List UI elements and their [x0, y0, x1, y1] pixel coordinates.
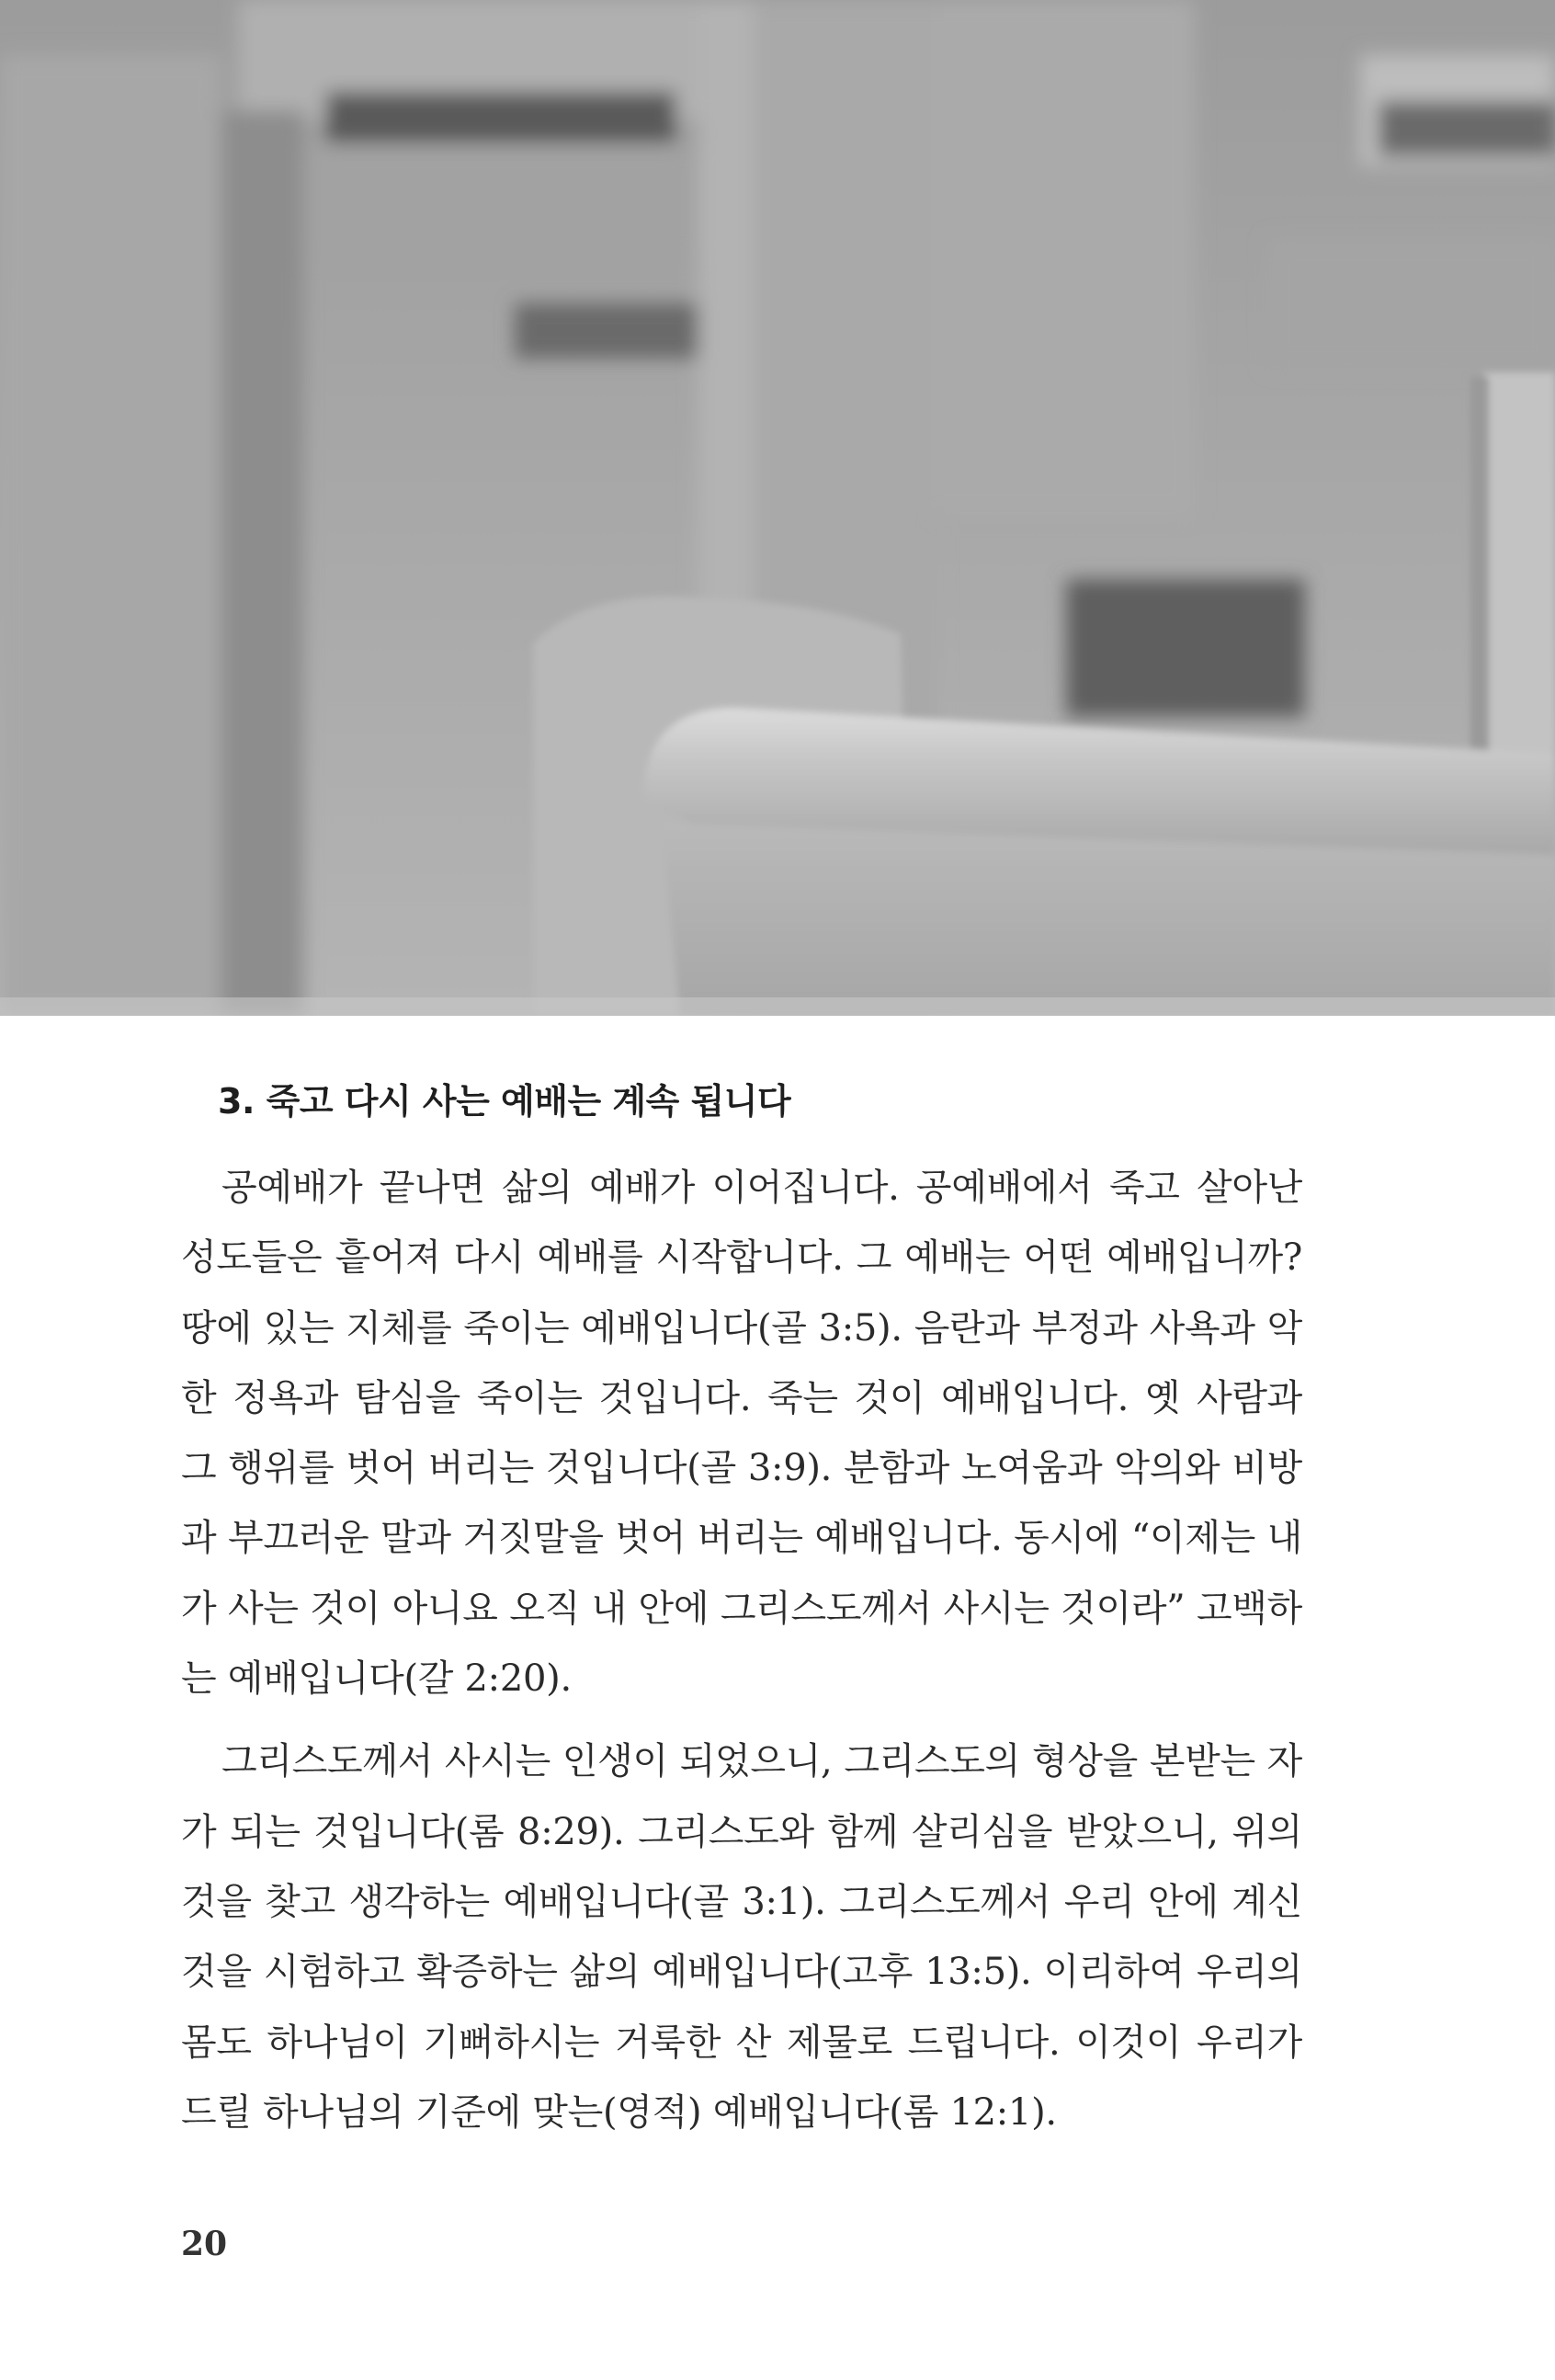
paragraph: 그리스도께서 사시는 인생이 되었으니, 그리스도의 형상을 본받는 자가 되는 것입니다(롬 8:29). 그리스도와 함께 살리심을 받았으니, 위의 것을 찾고 생각하는 예배입니다(골 3:1). 그리스도께서 우리 안에 계신 것을 시험하고 확증하는 삶의 예배입니다(고후 13:5). 이리하여 우리의 몸도 하나님이 기뻐하시는 거룩한 산 제물로 드립니다. 이것이 우리가 드릴 하나님의 기준에 맞는(영적) 예배입니다(롬 12:1). — [181, 1740, 1302, 2134]
church-pews-photo — [0, 0, 1555, 1016]
page-number: 20 — [181, 2225, 228, 2263]
paragraph: 공예배가 끝나면 삶의 예배가 이어집니다. 공예배에서 죽고 살아난 성도들은 흩어져 다시 예배를 시작합니다. 그 예배는 어떤 예배입니까? 땅에 있는 지체를 죽이는 예배입니다(골 3:5). 음란과 부정과 사욕과 악한 정욕과 탐심을 죽이는 것입니다. 죽는 것이 예배입니다. 옛 사람과 그 행위를 벗어 버리는 것입니다(골 3:9). 분함과 노여움과 악의와 비방과 부끄러운 말과 거짓말을 벗어 버리는 예배입니다. 동시에 “이제는 내가 사는 것이 아니요 오직 내 안에 그리스도께서 사시는 것이라” 고백하는 예배입니다(갈 2:20). — [181, 1167, 1302, 1701]
section-heading: 3. 죽고 다시 사는 예배는 계속 됩니다 — [218, 1081, 791, 1122]
section — [181, 1066, 1302, 2147]
